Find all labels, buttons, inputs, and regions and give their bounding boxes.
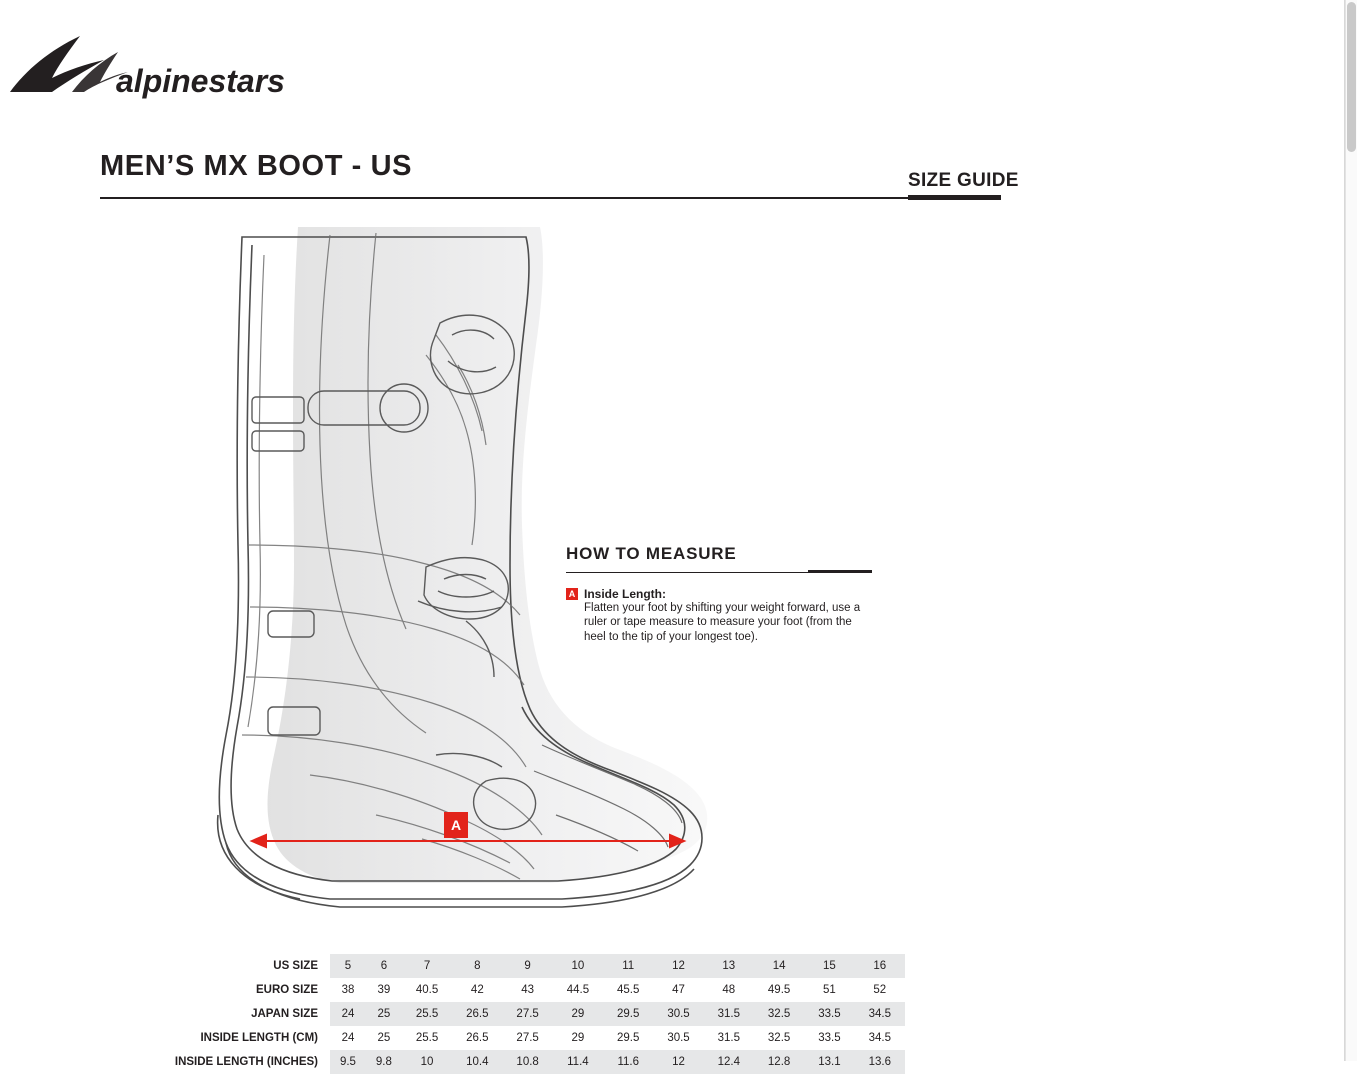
cell: 42 (452, 978, 502, 1002)
cell: 11.6 (603, 1050, 653, 1074)
cell: 11 (603, 954, 653, 978)
cell: 5 (330, 954, 366, 978)
cell: 26.5 (452, 1002, 502, 1026)
table-row (100, 954, 905, 978)
cell: 15 (804, 954, 854, 978)
cell: 11.4 (553, 1050, 603, 1074)
cell: 24 (330, 1026, 366, 1050)
cell: 10 (402, 1050, 452, 1074)
cell: 51 (804, 978, 854, 1002)
cell: 45.5 (603, 978, 653, 1002)
cell: 9 (502, 954, 552, 978)
cell: 9.8 (366, 1050, 402, 1074)
cell: 12.8 (754, 1050, 804, 1074)
cell: 34.5 (855, 1026, 905, 1050)
cell: 40.5 (402, 978, 452, 1002)
measure-item-text: Flatten your foot by shifting your weight forward, use a ruler or tape measure to measure your foot (from the heel to the tip of your longest toe). (584, 602, 861, 643)
table-row (100, 1002, 905, 1026)
cell: 43 (502, 978, 552, 1002)
cell: 29 (553, 1026, 603, 1050)
cell: 25.5 (402, 1002, 452, 1026)
cell: 10.4 (452, 1050, 502, 1074)
cell: 27.5 (502, 1002, 552, 1026)
measure-badge-a: A (566, 588, 578, 600)
cell: 33.5 (804, 1026, 854, 1050)
cell: 34.5 (855, 1002, 905, 1026)
cell: 24 (330, 1002, 366, 1026)
cell: 25 (366, 1002, 402, 1026)
row-label: EURO SIZE (256, 984, 318, 996)
cell: 25 (366, 1026, 402, 1050)
cell: 47 (653, 978, 703, 1002)
cell: 49.5 (754, 978, 804, 1002)
boot-illustration (190, 215, 750, 925)
cell: 10 (553, 954, 603, 978)
size-guide-underline (908, 195, 1001, 200)
cell: 27.5 (502, 1026, 552, 1050)
size-chart-body (100, 954, 905, 1074)
cell: 52 (855, 978, 905, 1002)
cell: 13.6 (855, 1050, 905, 1074)
cell: 32.5 (754, 1002, 804, 1026)
dimension-marker-a: A (444, 812, 468, 838)
how-to-measure-divider-accent (808, 570, 872, 573)
row-label: INSIDE LENGTH (INCHES) (174, 1056, 318, 1068)
cell: 29 (553, 1002, 603, 1026)
cell: 44.5 (553, 978, 603, 1002)
cell: 16 (855, 954, 905, 978)
cell: 48 (704, 978, 754, 1002)
scrollbar-thumb[interactable] (1347, 2, 1356, 152)
size-chart-table (100, 954, 905, 1074)
row-label: JAPAN SIZE (251, 1008, 318, 1020)
cell: 9.5 (330, 1050, 366, 1074)
cell: 25.5 (402, 1026, 452, 1050)
cell: 7 (402, 954, 452, 978)
table-row (100, 1026, 905, 1050)
measure-item-label: Inside Length: (584, 587, 666, 601)
cell: 13.1 (804, 1050, 854, 1074)
cell: 31.5 (704, 1026, 754, 1050)
cell: 13 (704, 954, 754, 978)
cell: 6 (366, 954, 402, 978)
cell: 31.5 (704, 1002, 754, 1026)
cell: 12.4 (704, 1050, 754, 1074)
size-guide-label: SIZE GUIDE (908, 170, 1019, 191)
brand-name: alpinestars (116, 63, 285, 99)
cell: 29.5 (603, 1002, 653, 1026)
cell: 26.5 (452, 1026, 502, 1050)
cell: 39 (366, 978, 402, 1002)
cell: 30.5 (653, 1026, 703, 1050)
vertical-scrollbar[interactable] (1345, 0, 1357, 1061)
cell: 30.5 (653, 1002, 703, 1026)
cell: 8 (452, 954, 502, 978)
row-label: INSIDE LENGTH (CM) (200, 1032, 318, 1044)
cell: 14 (754, 954, 804, 978)
cell: 33.5 (804, 1002, 854, 1026)
cell: 29.5 (603, 1026, 653, 1050)
page-title: MEN’S MX BOOT - US (100, 150, 413, 182)
cell: 12 (653, 954, 703, 978)
table-row (100, 1050, 905, 1074)
row-label: US SIZE (273, 960, 318, 972)
table-row (100, 978, 905, 1002)
how-to-measure-heading: HOW TO MEASURE (566, 544, 737, 563)
cell: 32.5 (754, 1026, 804, 1050)
alpinestars-logo (8, 30, 288, 100)
cell: 38 (330, 978, 366, 1002)
cell: 12 (653, 1050, 703, 1074)
cell: 10.8 (502, 1050, 552, 1074)
title-divider (100, 197, 1000, 199)
